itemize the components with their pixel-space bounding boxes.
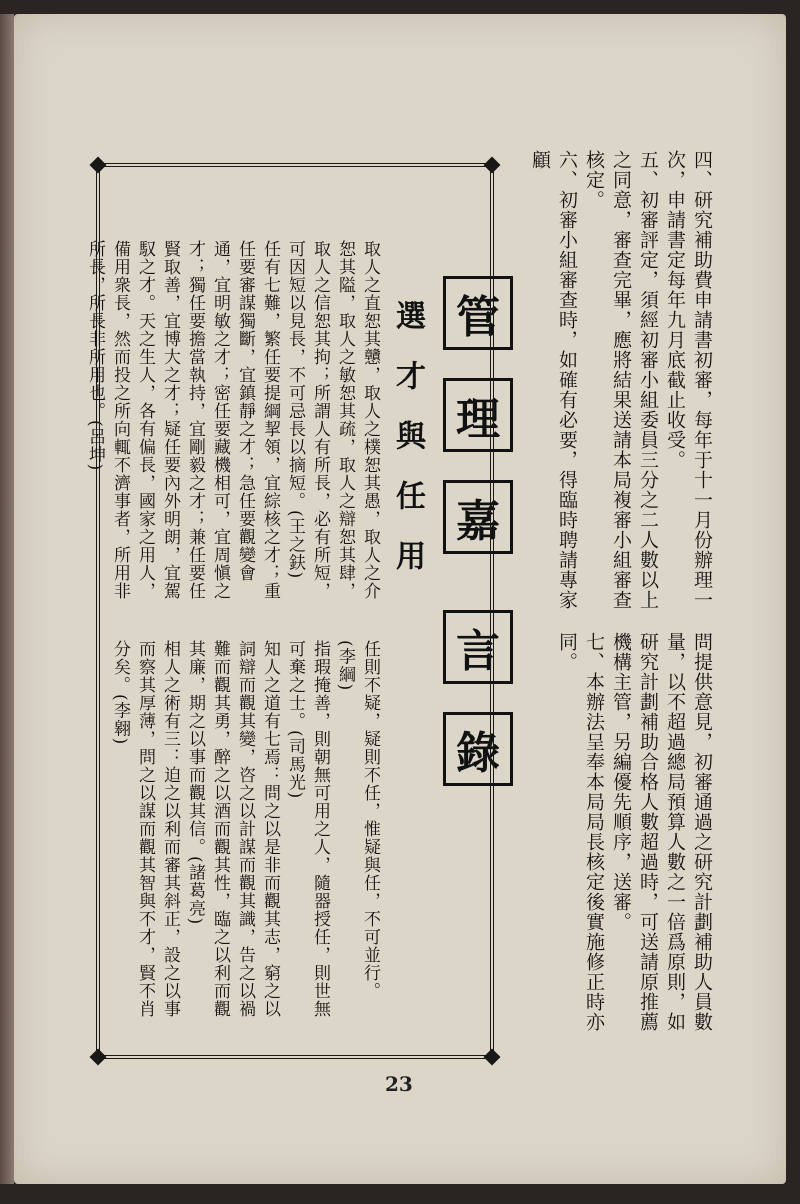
book-spine (0, 14, 14, 1184)
regulation-item-5: 五、初審評定，須經初審小組委員三分之二人數以上之同意，審查完畢，應將結果送請本局複審小組審查核定。 (583, 150, 659, 610)
quote-li-gang: 任則不疑，疑則不任，惟疑與任，不可並行。(李綱) (335, 640, 380, 1000)
regulation-item-7: 七、本辦法呈奉本局局長核定後實施修正時亦同。 (556, 632, 605, 1032)
regulation-item-4: 四、研究補助費申請書初審，每年于十一月份辦理一次，申請書定每年九月底截止收受。 (664, 150, 713, 610)
title-char-4: 言 (443, 610, 513, 684)
quotes-lower (110, 640, 382, 1020)
quote-wang: 取人之直恕其戇，取人之樸恕其愚，取人之介恕其隘，取人之敏恕其疏，取人之辯恕其肆，取人之信恕其拘；所謂人有所長，必有所短，可因短以見長，不可忌長以摘短。(王之鈇) (285, 240, 380, 600)
title-char-1: 管 (443, 276, 513, 350)
regulation-item-6: 六、初審小組審查時，如確有必要，得臨時聘請專家顧 (529, 150, 578, 610)
quote-zhuge: 知人之道有七焉：問之以是非而觀其志，窮之以詞辯而觀其變，咨之以計謀而觀其識，告之以禍難而觀其勇，醉之以酒而觀其性，臨之以利而觀其廉，期之以事而觀其信。(諸葛亮) (185, 640, 280, 1018)
quotes-upper (85, 240, 382, 600)
title-char-5: 錄 (443, 712, 513, 786)
quote-lu: 任有七難，繁任要提綱挈領，宜綜核之才；重任要審謀獨斷，宜鎮靜之才；急任要觀變會通，宜明敏之才；密任要藏機相可，宜周愼之才；獨任要擔當執持，宜剛毅之才；兼任要任賢取善，宜博大之才；疑任要內外明朗，宜駕馭之才。天之生人，各有偏長，國家之用人，備用衆長，然而投之所向輒不濟事者，所用非所長，所長非所用也。(呂坤) (85, 240, 280, 600)
regulation-item-6-cont: 問提供意見，初審通過之研究計劃補助人員數量，以不超過總局預算人數之一倍爲原則，如研究計劃補助合格人數超過時，可送請原推薦機構主管，另編優先順序，送審。 (610, 632, 713, 1032)
regulation-text-upper (529, 150, 715, 610)
regulation-text-lower (520, 632, 715, 1032)
title-char-2: 理 (443, 378, 513, 452)
page-number: 23 (385, 1072, 413, 1096)
section-subtitle: 選才與任用 (390, 300, 425, 600)
quote-sima: 指瑕掩善，則朝無可用之人，隨器授任，則世無可棄之士。(司馬光) (285, 640, 330, 1018)
title-char-3: 嘉 (443, 480, 513, 554)
quote-li-ao: 相人之術有三：迫之以利而審其斜正，設之以事而察其厚薄，問之以謀而觀其智與不才，賢不肖分矣。(李翱) (110, 640, 180, 1018)
